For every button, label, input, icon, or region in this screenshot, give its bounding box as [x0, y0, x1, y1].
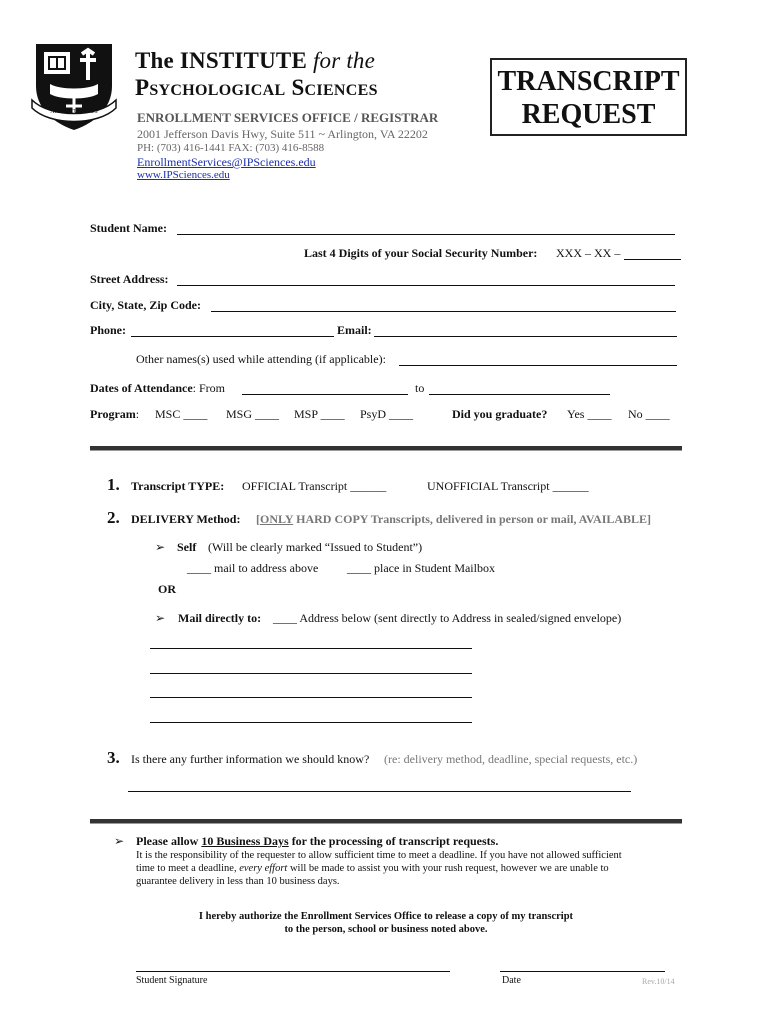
notice-arrow-icon: ➢	[114, 834, 125, 848]
self-mailbox-option[interactable]: ____ place in Student Mailbox	[347, 561, 495, 575]
signature-field[interactable]	[136, 971, 450, 972]
email-field[interactable]	[374, 336, 677, 337]
student-name-field[interactable]	[177, 234, 675, 235]
notice-divider	[90, 819, 682, 824]
other-names-label: Other names(s) used while attending (if applicable):	[136, 352, 386, 366]
authorization-statement	[90, 910, 682, 936]
self-option-note: (Will be clearly marked “Issued to Student”)	[208, 540, 423, 554]
program-option-psyd[interactable]: PsyD ____	[360, 407, 414, 421]
street-address-field[interactable]	[177, 285, 675, 286]
phone-label: Phone:	[90, 323, 126, 337]
program-label: Program:	[90, 407, 140, 421]
notice-line-2: time to meet a deadline, every effort will be made to assist you with your rush request, however we are unable to	[136, 863, 609, 874]
section2-number: 2.	[107, 508, 120, 527]
revision-label: Rev.10/14	[642, 977, 675, 986]
self-arrow-icon: ➢	[155, 540, 166, 554]
institute-name-line1: The INSTITUTE for the	[135, 48, 376, 73]
delivery-method-label: DELIVERY Method:	[131, 512, 241, 526]
section1-number: 1.	[107, 475, 120, 494]
office-website-link[interactable]: www.IPSciences.edu	[137, 169, 230, 181]
office-address: 2001 Jefferson Davis Hwy, Suite 511 ~ Arlington, VA 22202	[137, 127, 428, 141]
office-phone-fax: PH: (703) 416-1441 FAX: (703) 416-8588	[137, 142, 325, 154]
mail-address-line-3[interactable]	[150, 697, 472, 698]
or-label: OR	[158, 582, 176, 596]
email-label: Email:	[337, 323, 372, 337]
form-title-line2: REQUEST	[521, 99, 656, 130]
office-email-link[interactable]: EnrollmentServices@IPSciences.edu	[137, 155, 316, 169]
svg-text:AMORITUS PLUS: AMORITUS PLUS	[50, 109, 98, 115]
unofficial-transcript-option[interactable]: UNOFFICIAL Transcript ______	[427, 479, 589, 493]
program-option-msc[interactable]: MSC ____	[155, 407, 208, 421]
form-title-line1: TRANSCRIPT	[497, 66, 680, 97]
transcript-type-label: Transcript TYPE:	[131, 479, 225, 493]
phone-field[interactable]	[131, 336, 334, 337]
dates-from-field[interactable]	[242, 394, 408, 395]
dates-to-field[interactable]	[429, 394, 610, 395]
student-name-label: Student Name:	[90, 221, 167, 235]
mail-address-line-1[interactable]	[150, 648, 472, 649]
further-info-hint: (re: delivery method, deadline, special requests, etc.)	[384, 752, 638, 766]
notice-heading: Please allow 10 Business Days for the processing of transcript requests.	[136, 834, 499, 848]
office-name: ENROLLMENT SERVICES OFFICE / REGISTRAR	[137, 110, 439, 125]
city-state-zip-label: City, State, Zip Code:	[90, 298, 201, 312]
institute-seal-logo	[30, 40, 118, 132]
dates-to-label: to	[415, 381, 425, 395]
mail-directly-label[interactable]: Mail directly to:	[178, 611, 262, 625]
section-divider	[90, 446, 682, 451]
section3-number: 3.	[107, 748, 120, 767]
authorization-line-1: I hereby authorize the Enrollment Services Office to release a copy of my transcript	[198, 911, 574, 922]
program-option-msp[interactable]: MSP ____	[294, 407, 345, 421]
program-option-msg[interactable]: MSG ____	[226, 407, 280, 421]
self-mail-above-option[interactable]: ____ mail to address above	[187, 561, 319, 575]
further-info-field[interactable]	[128, 791, 631, 792]
other-names-field[interactable]	[399, 365, 677, 366]
ssn-mask: XXX – XX –	[556, 246, 621, 260]
graduate-label: Did you graduate?	[452, 407, 548, 421]
city-state-zip-field[interactable]	[211, 311, 676, 312]
ssn-field[interactable]	[624, 259, 681, 260]
notice-line-3: guarantee delivery in less than 10 business days.	[136, 876, 340, 887]
further-info-label: Is there any further information we should know?	[131, 752, 370, 766]
institute-name-line2: Psychological Sciences	[135, 75, 378, 100]
authorization-line-2: to the person, school or business noted above.	[284, 924, 488, 935]
notice-line-1: It is the responsibility of the requester to allow sufficient time to meet a deadline. If you have not allowed sufficient	[136, 850, 622, 861]
mail-address-line-2[interactable]	[150, 673, 472, 674]
self-option-label[interactable]: Self	[177, 540, 197, 554]
form-title-box	[490, 58, 687, 136]
official-transcript-option[interactable]: OFFICIAL Transcript ______	[242, 479, 387, 493]
mail-arrow-icon: ➢	[155, 611, 166, 625]
graduate-yes-option[interactable]: Yes ____	[567, 407, 612, 421]
mail-directly-note: ____ Address below (sent directly to Address in sealed/signed envelope)	[273, 611, 622, 625]
street-address-label: Street Address:	[90, 272, 169, 286]
graduate-no-option[interactable]: No ____	[628, 407, 670, 421]
dates-attendance-label: Dates of Attendance: From	[90, 381, 225, 395]
date-label: Date	[502, 975, 521, 986]
signature-label: Student Signature	[136, 975, 208, 986]
mail-address-line-4[interactable]	[150, 722, 472, 723]
delivery-method-note: [ONLY HARD COPY Transcripts, delivered in person or mail, AVAILABLE]	[256, 512, 652, 526]
ssn-label: Last 4 Digits of your Social Security Number:	[304, 246, 538, 260]
date-field[interactable]	[500, 971, 665, 972]
notice-body	[136, 849, 622, 888]
